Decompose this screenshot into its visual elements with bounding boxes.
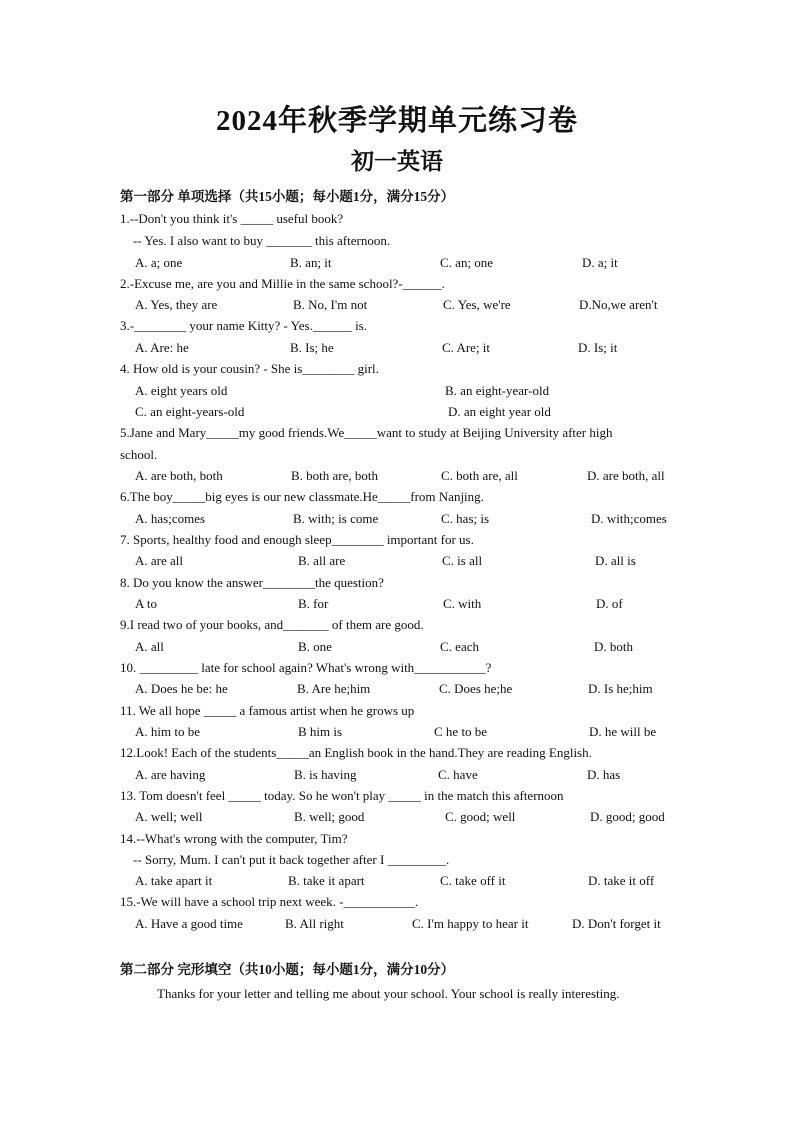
question-12-option-b: B. is having (294, 767, 357, 782)
question-8-option-d: D. of (596, 596, 623, 611)
question-14-option-d: D. take it off (588, 873, 655, 888)
question-1-option-d: D. a; it (582, 255, 618, 270)
question-1-stem: 1.--Don't you think it's _____ useful book? (120, 211, 344, 226)
question-9-stem: 9.I read two of your books, and_______ of them are good. (120, 617, 424, 632)
question-5-option-a: A. are both, both (135, 468, 223, 483)
question-9-option-d: D. both (594, 639, 633, 654)
question-14-option-a: A. take apart it (135, 873, 213, 888)
question-9-option-c: C. each (440, 639, 479, 654)
question-2-option-b: B. No, I'm not (293, 297, 368, 312)
question-7-option-b: B. all are (298, 553, 346, 568)
question-13-stem: 13. Tom doesn't feel _____ today. So he won't play _____ in the match this afternoon (120, 788, 564, 803)
question-11-stem: 11. We all hope _____ a famous artist when he grows up (120, 703, 415, 718)
question-6-option-d: D. with;comes (591, 511, 667, 526)
question-15-stem: 15.-We will have a school trip next week. -___________. (120, 894, 419, 909)
question-4-option-b: B. an eight-year-old (445, 383, 550, 398)
section1-heading: 第一部分 单项选择（共15小题；每小题1分，满分15分） (120, 189, 455, 204)
question-3-option-d: D. Is; it (578, 340, 618, 355)
question-13-option-b: B. well; good (294, 809, 365, 824)
question-14-stem: 14.--What's wrong with the computer, Tim? (120, 831, 348, 846)
exam-title: 2024年秋季学期单元练习卷 (215, 105, 578, 137)
question-10-option-b: B. Are he;him (297, 681, 371, 696)
question-12-stem: 12.Look! Each of the students_____an English book in the hand.They are reading English. (120, 745, 592, 760)
question-15-option-d: D. Don't forget it (572, 916, 661, 931)
question-5-option-b: B. both are, both (291, 468, 379, 483)
question-2-option-a: A. Yes, they are (135, 297, 218, 312)
question-4-option-a: A. eight years old (135, 383, 228, 398)
question-3-stem: 3.-________ your name Kitty? - Yes.______ is. (120, 318, 367, 333)
question-2-option-c: C. Yes, we're (443, 297, 511, 312)
question-13-option-c: C. good; well (445, 809, 516, 824)
question-8-option-a: A to (135, 596, 158, 611)
question-4-option-c: C. an eight-years-old (135, 404, 245, 419)
question-2-option-d: D.No,we aren't (579, 297, 658, 312)
question-6-option-a: A. has;comes (135, 511, 206, 526)
cloze-paragraph: Thanks for your letter and telling me about your school. Your school is really interesting. (157, 986, 620, 1001)
question-10-stem: 10. _________ late for school again? What's wrong with___________? (120, 660, 492, 675)
question-9-option-a: A. all (135, 639, 164, 654)
section2-heading: 第二部分 完形填空（共10小题；每小题1分，满分10分） (120, 962, 455, 977)
question-10-option-d: D. Is he;him (588, 681, 653, 696)
question-11-option-d: D. he will be (589, 724, 657, 739)
question-5-stem: school. (120, 447, 158, 462)
question-3-option-b: B. Is; he (290, 340, 334, 355)
question-7-option-c: C. is all (442, 553, 483, 568)
question-7-stem: 7. Sports, healthy food and enough sleep________ important for us. (120, 532, 474, 547)
question-14-option-c: C. take off it (440, 873, 506, 888)
question-9-option-b: B. one (298, 639, 332, 654)
question-1-option-a: A. a; one (135, 255, 183, 270)
question-7-option-d: D. all is (595, 553, 636, 568)
question-6-option-b: B. with; is come (293, 511, 379, 526)
exam-subtitle: 初一英语 (351, 149, 443, 174)
question-14-option-b: B. take it apart (288, 873, 365, 888)
question-10-option-a: A. Does he be: he (135, 681, 228, 696)
question-8-option-c: C. with (443, 596, 482, 611)
question-11-option-a: A. him to be (135, 724, 200, 739)
question-7-option-a: A. are all (135, 553, 184, 568)
question-13-option-d: D. good; good (590, 809, 665, 824)
question-8-option-b: B. for (298, 596, 329, 611)
question-11-option-b: B him is (298, 724, 343, 739)
question-3-option-c: C. Are; it (442, 340, 491, 355)
question-6-stem: 6.The boy_____big eyes is our new classmate.He_____from Nanjing. (120, 489, 484, 504)
question-10-option-c: C. Does he;he (439, 681, 513, 696)
question-8-stem: 8. Do you know the answer________the question? (120, 575, 384, 590)
question-5-option-d: D. are both, all (587, 468, 665, 483)
question-14-stem: -- Sorry, Mum. I can't put it back together after I _________. (133, 852, 450, 867)
question-6-option-c: C. has; is (441, 511, 490, 526)
question-1-stem: -- Yes. I also want to buy _______ this afternoon. (133, 233, 391, 248)
question-15-option-a: A. Have a good time (135, 916, 243, 931)
question-1-option-b: B. an; it (290, 255, 332, 270)
question-5-option-c: C. both are, all (441, 468, 518, 483)
question-2-stem: 2.-Excuse me, are you and Millie in the same school?-______. (120, 276, 445, 291)
question-1-option-c: C. an; one (440, 255, 494, 270)
question-11-option-c: C he to be (434, 724, 488, 739)
question-13-option-a: A. well; well (135, 809, 203, 824)
question-12-option-c: C. have (438, 767, 478, 782)
question-5-stem: 5.Jane and Mary_____my good friends.We_____want to study at Beijing University after high (120, 425, 613, 440)
question-4-option-d: D. an eight year old (448, 404, 551, 419)
question-4-stem: 4. How old is your cousin? - She is________ girl. (120, 361, 379, 376)
question-3-option-a: A. Are: he (135, 340, 189, 355)
question-12-option-a: A. are having (135, 767, 206, 782)
question-15-option-c: C. I'm happy to hear it (412, 916, 529, 931)
question-15-option-b: B. All right (285, 916, 344, 931)
question-12-option-d: D. has (587, 767, 621, 782)
